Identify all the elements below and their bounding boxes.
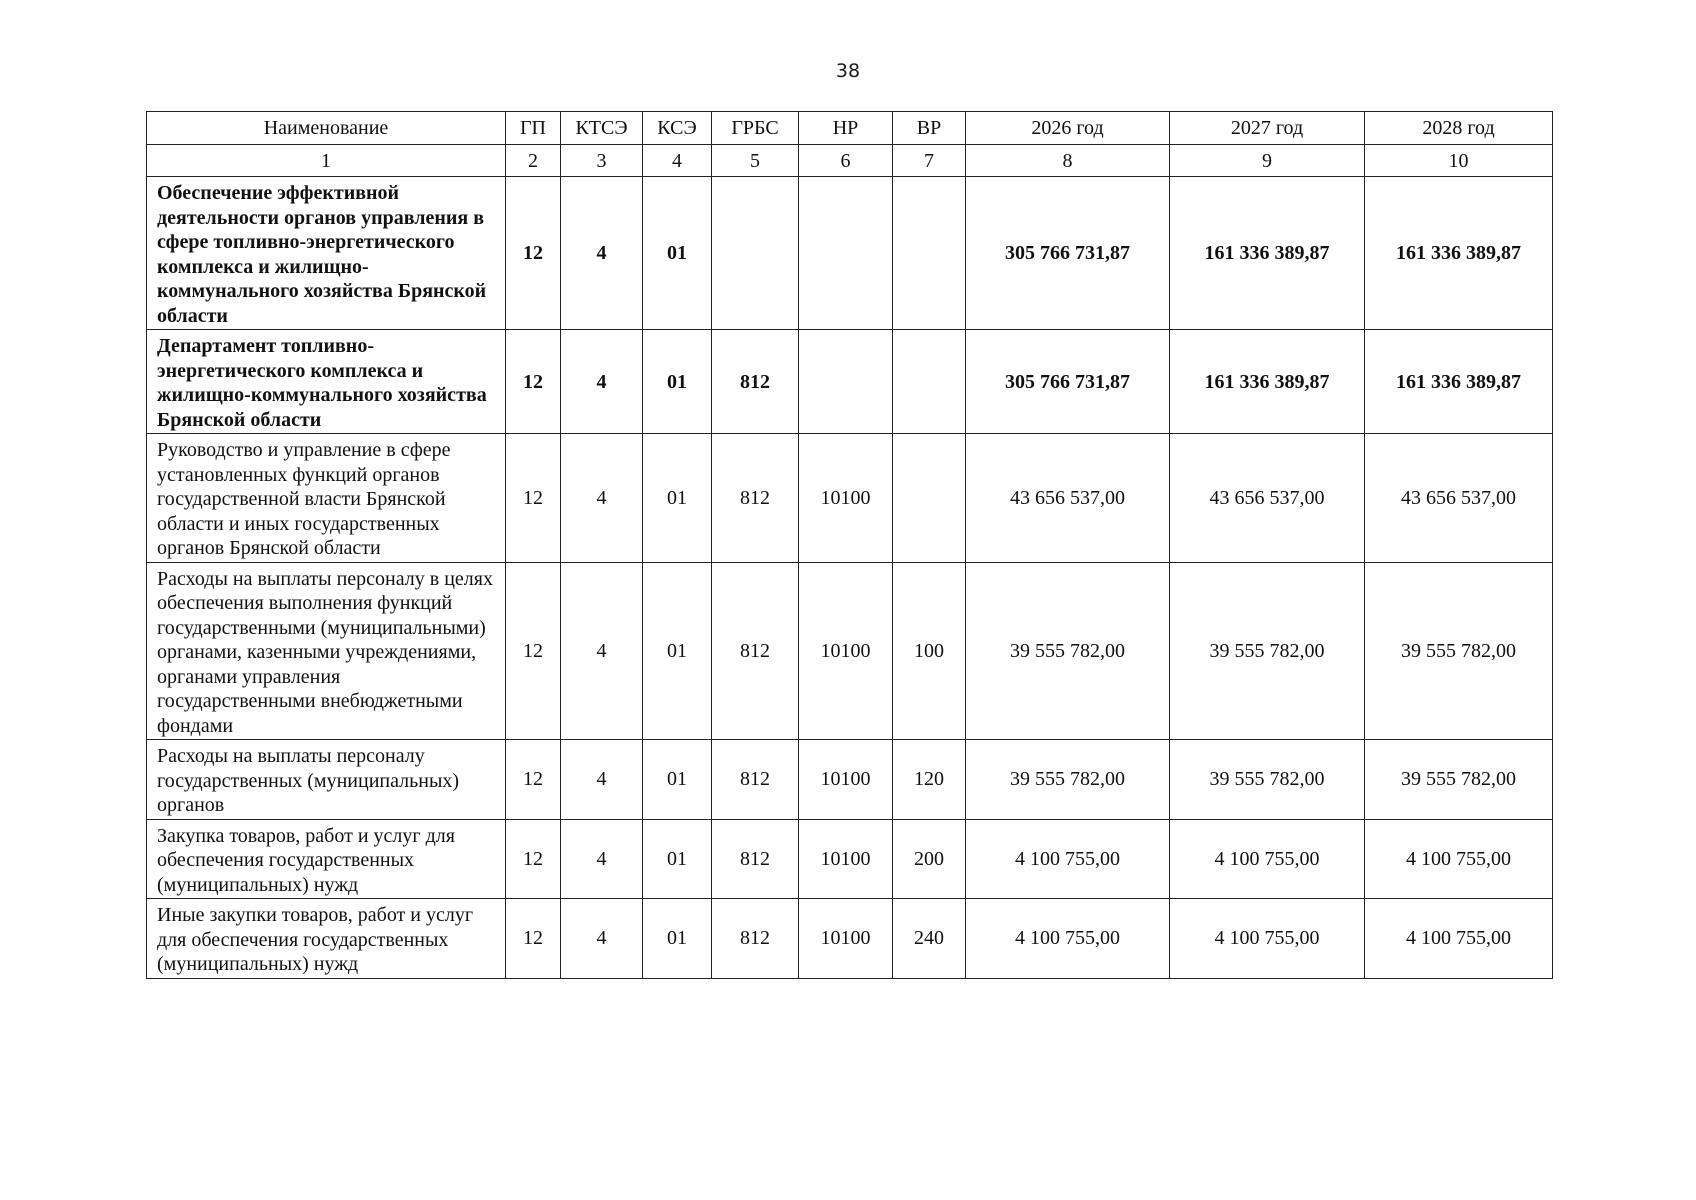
header-vr: ВР [893, 112, 966, 145]
cell-2026: 4 100 755,00 [966, 899, 1170, 979]
cell-ktse: 4 [561, 562, 643, 740]
row-name: Расходы на выплаты персоналу государственных (муниципальных) органов [147, 740, 506, 820]
cell-grbs: 812 [712, 562, 799, 740]
column-number: 2 [506, 145, 561, 177]
cell-2027: 43 656 537,00 [1170, 434, 1365, 563]
cell-nr: 10100 [799, 740, 893, 820]
cell-grbs [712, 177, 799, 330]
cell-2028: 161 336 389,87 [1365, 177, 1553, 330]
cell-2027: 4 100 755,00 [1170, 899, 1365, 979]
table-row [147, 177, 1553, 330]
cell-gp: 12 [506, 434, 561, 563]
cell-vr: 240 [893, 899, 966, 979]
column-number: 9 [1170, 145, 1365, 177]
header-kse: КСЭ [643, 112, 712, 145]
cell-vr [893, 434, 966, 563]
cell-grbs: 812 [712, 434, 799, 563]
cell-gp: 12 [506, 899, 561, 979]
table-row [147, 562, 1553, 740]
cell-kse: 01 [643, 177, 712, 330]
cell-nr: 10100 [799, 819, 893, 899]
cell-ktse: 4 [561, 434, 643, 563]
cell-nr: 10100 [799, 562, 893, 740]
cell-gp: 12 [506, 177, 561, 330]
header-gp: ГП [506, 112, 561, 145]
cell-2028: 4 100 755,00 [1365, 899, 1553, 979]
cell-vr [893, 330, 966, 434]
cell-gp: 12 [506, 330, 561, 434]
column-number: 1 [147, 145, 506, 177]
cell-kse: 01 [643, 899, 712, 979]
cell-gp: 12 [506, 562, 561, 740]
header-name: Наименование [147, 112, 506, 145]
cell-grbs: 812 [712, 819, 799, 899]
column-number: 10 [1365, 145, 1553, 177]
header-2028: 2028 год [1365, 112, 1553, 145]
cell-2026: 39 555 782,00 [966, 562, 1170, 740]
row-name: Департамент топливно-энергетического комплекса и жилищно-коммунального хозяйства Брянской области [147, 330, 506, 434]
cell-2026: 305 766 731,87 [966, 177, 1170, 330]
budget-table [146, 111, 1553, 979]
cell-gp: 12 [506, 819, 561, 899]
cell-ktse: 4 [561, 819, 643, 899]
cell-grbs: 812 [712, 899, 799, 979]
cell-ktse: 4 [561, 330, 643, 434]
cell-2028: 39 555 782,00 [1365, 562, 1553, 740]
table-row [147, 434, 1553, 563]
row-name: Иные закупки товаров, работ и услуг для обеспечения государственных (муниципальных) нужд [147, 899, 506, 979]
column-number: 6 [799, 145, 893, 177]
row-name: Расходы на выплаты персоналу в целях обеспечения выполнения функций государственными (муниципальными) органами, казенными учреждениями, органами управления государственными внебюджетными фондами [147, 562, 506, 740]
header-grbs: ГРБС [712, 112, 799, 145]
cell-nr [799, 177, 893, 330]
table-row [147, 819, 1553, 899]
cell-nr [799, 330, 893, 434]
cell-2028: 43 656 537,00 [1365, 434, 1553, 563]
header-ktse: КТСЭ [561, 112, 643, 145]
cell-grbs: 812 [712, 330, 799, 434]
table-row [147, 899, 1553, 979]
header-2027: 2027 год [1170, 112, 1365, 145]
cell-2027: 4 100 755,00 [1170, 819, 1365, 899]
cell-2026: 43 656 537,00 [966, 434, 1170, 563]
cell-kse: 01 [643, 562, 712, 740]
column-number: 4 [643, 145, 712, 177]
cell-vr [893, 177, 966, 330]
column-number: 8 [966, 145, 1170, 177]
cell-nr: 10100 [799, 899, 893, 979]
cell-ktse: 4 [561, 740, 643, 820]
cell-2026: 4 100 755,00 [966, 819, 1170, 899]
cell-gp: 12 [506, 740, 561, 820]
cell-vr: 120 [893, 740, 966, 820]
table-row [147, 330, 1553, 434]
cell-2026: 39 555 782,00 [966, 740, 1170, 820]
cell-2027: 39 555 782,00 [1170, 740, 1365, 820]
cell-ktse: 4 [561, 177, 643, 330]
page-number: 38 [835, 60, 861, 82]
header-2026: 2026 год [966, 112, 1170, 145]
cell-vr: 100 [893, 562, 966, 740]
cell-2027: 161 336 389,87 [1170, 177, 1365, 330]
cell-nr: 10100 [799, 434, 893, 563]
column-number: 3 [561, 145, 643, 177]
cell-2026: 305 766 731,87 [966, 330, 1170, 434]
cell-kse: 01 [643, 740, 712, 820]
table-row [147, 740, 1553, 820]
column-number-row [147, 145, 1553, 177]
header-row [147, 112, 1553, 145]
cell-2027: 39 555 782,00 [1170, 562, 1365, 740]
row-name: Закупка товаров, работ и услуг для обеспечения государственных (муниципальных) нужд [147, 819, 506, 899]
column-number: 7 [893, 145, 966, 177]
cell-kse: 01 [643, 819, 712, 899]
cell-2028: 161 336 389,87 [1365, 330, 1553, 434]
header-nr: НР [799, 112, 893, 145]
cell-2028: 4 100 755,00 [1365, 819, 1553, 899]
cell-kse: 01 [643, 330, 712, 434]
cell-kse: 01 [643, 434, 712, 563]
cell-grbs: 812 [712, 740, 799, 820]
column-number: 5 [712, 145, 799, 177]
cell-2027: 161 336 389,87 [1170, 330, 1365, 434]
row-name: Руководство и управление в сфере установленных функций органов государственной власти Брянской области и иных государственных органов Брянской области [147, 434, 506, 563]
cell-vr: 200 [893, 819, 966, 899]
cell-2028: 39 555 782,00 [1365, 740, 1553, 820]
row-name: Обеспечение эффективной деятельности органов управления в сфере топливно-энергетического комплекса и жилищно-коммунального хозяйства Брянской области [147, 177, 506, 330]
cell-ktse: 4 [561, 899, 643, 979]
